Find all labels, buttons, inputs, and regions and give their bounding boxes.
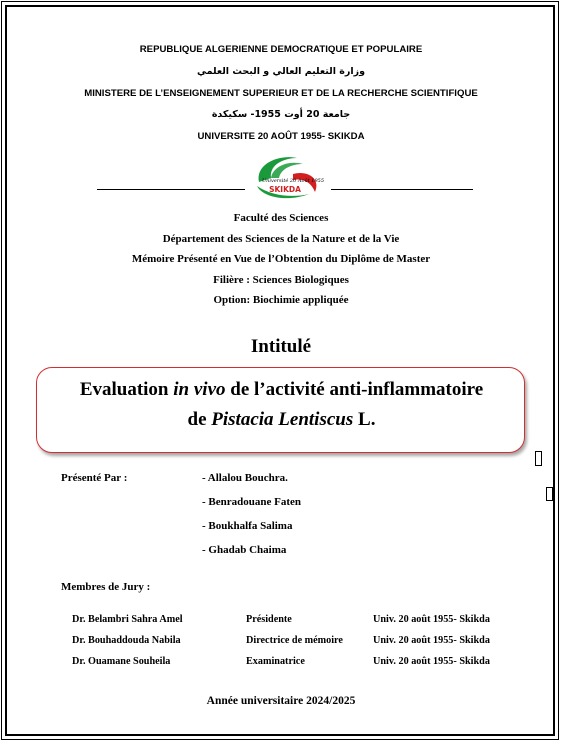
department-name: Département des Sciences de la Nature et de la Vie	[162, 233, 400, 245]
presented-by-label: Présenté Par :	[61, 472, 128, 484]
jury-label: Membres de Jury :	[61, 581, 151, 593]
filiere-line: Filière : Sciences Biologiques	[213, 274, 349, 286]
faculty-name: Faculté des Sciences	[233, 212, 329, 224]
jury-member-role: Directrice de mémoire	[246, 635, 343, 646]
jury-member-affiliation: Univ. 20 août 1955- Skikda	[373, 635, 490, 646]
rule-left	[97, 189, 245, 190]
logo-text-university: Université 20 Août 1955	[261, 178, 325, 184]
jury-member-name: Dr. Bouhaddouda Nabila	[72, 635, 181, 646]
student-name: - Benradouane Faten	[202, 496, 301, 508]
thesis-title-line2: de Pistacia Lentiscus L.	[187, 409, 376, 430]
jury-member-affiliation: Univ. 20 août 1955- Skikda	[373, 614, 490, 625]
ministry-arabic: وزارة التعليم العالي و البحث العلمي	[197, 66, 365, 77]
option-line: Option: Biochimie appliquée	[213, 294, 349, 306]
student-name: - Boukhalfa Salima	[202, 520, 293, 532]
academic-year: Année universitaire 2024/2025	[206, 695, 356, 707]
student-name: - Allalou Bouchra.	[202, 472, 288, 484]
jury-member-name: Dr. Ouamane Souheila	[72, 656, 171, 667]
jury-member-name: Dr. Belambri Sahra Amel	[72, 614, 183, 625]
thesis-title-line1: Evaluation in vivo de l’activité anti-inflammatoire	[79, 379, 484, 400]
ministry-heading: MINISTERE DE L’ENSEIGNEMENT SUPERIEUR ET DE LA RECHERCHE SCIENTIFIQUE	[84, 88, 478, 99]
university-logo	[249, 152, 327, 204]
logo-text-city: SKIKDA	[269, 185, 301, 194]
rule-right	[331, 189, 473, 190]
student-name: - Ghadab Chaima	[202, 544, 287, 556]
jury-member-role: Présidente	[246, 614, 292, 625]
jury-member-affiliation: Univ. 20 août 1955- Skikda	[373, 656, 490, 667]
intitule-heading: Intitulé	[250, 336, 312, 357]
thesis-title-box	[36, 367, 525, 453]
text-marker-1	[535, 451, 542, 466]
university-arabic: جامعة 20 أوت 1955- سكيكدة	[211, 109, 351, 120]
university-heading: UNIVERSITE 20 AOÛT 1955- SKIKDA	[197, 131, 365, 142]
republic-heading: REPUBLIQUE ALGERIENNE DEMOCRATIQUE ET POPULAIRE	[139, 44, 423, 55]
text-marker-2	[546, 487, 553, 501]
memoire-line: Mémoire Présenté en Vue de l’Obtention du Diplôme de Master	[131, 253, 431, 265]
jury-member-role: Examinatrice	[246, 656, 305, 667]
